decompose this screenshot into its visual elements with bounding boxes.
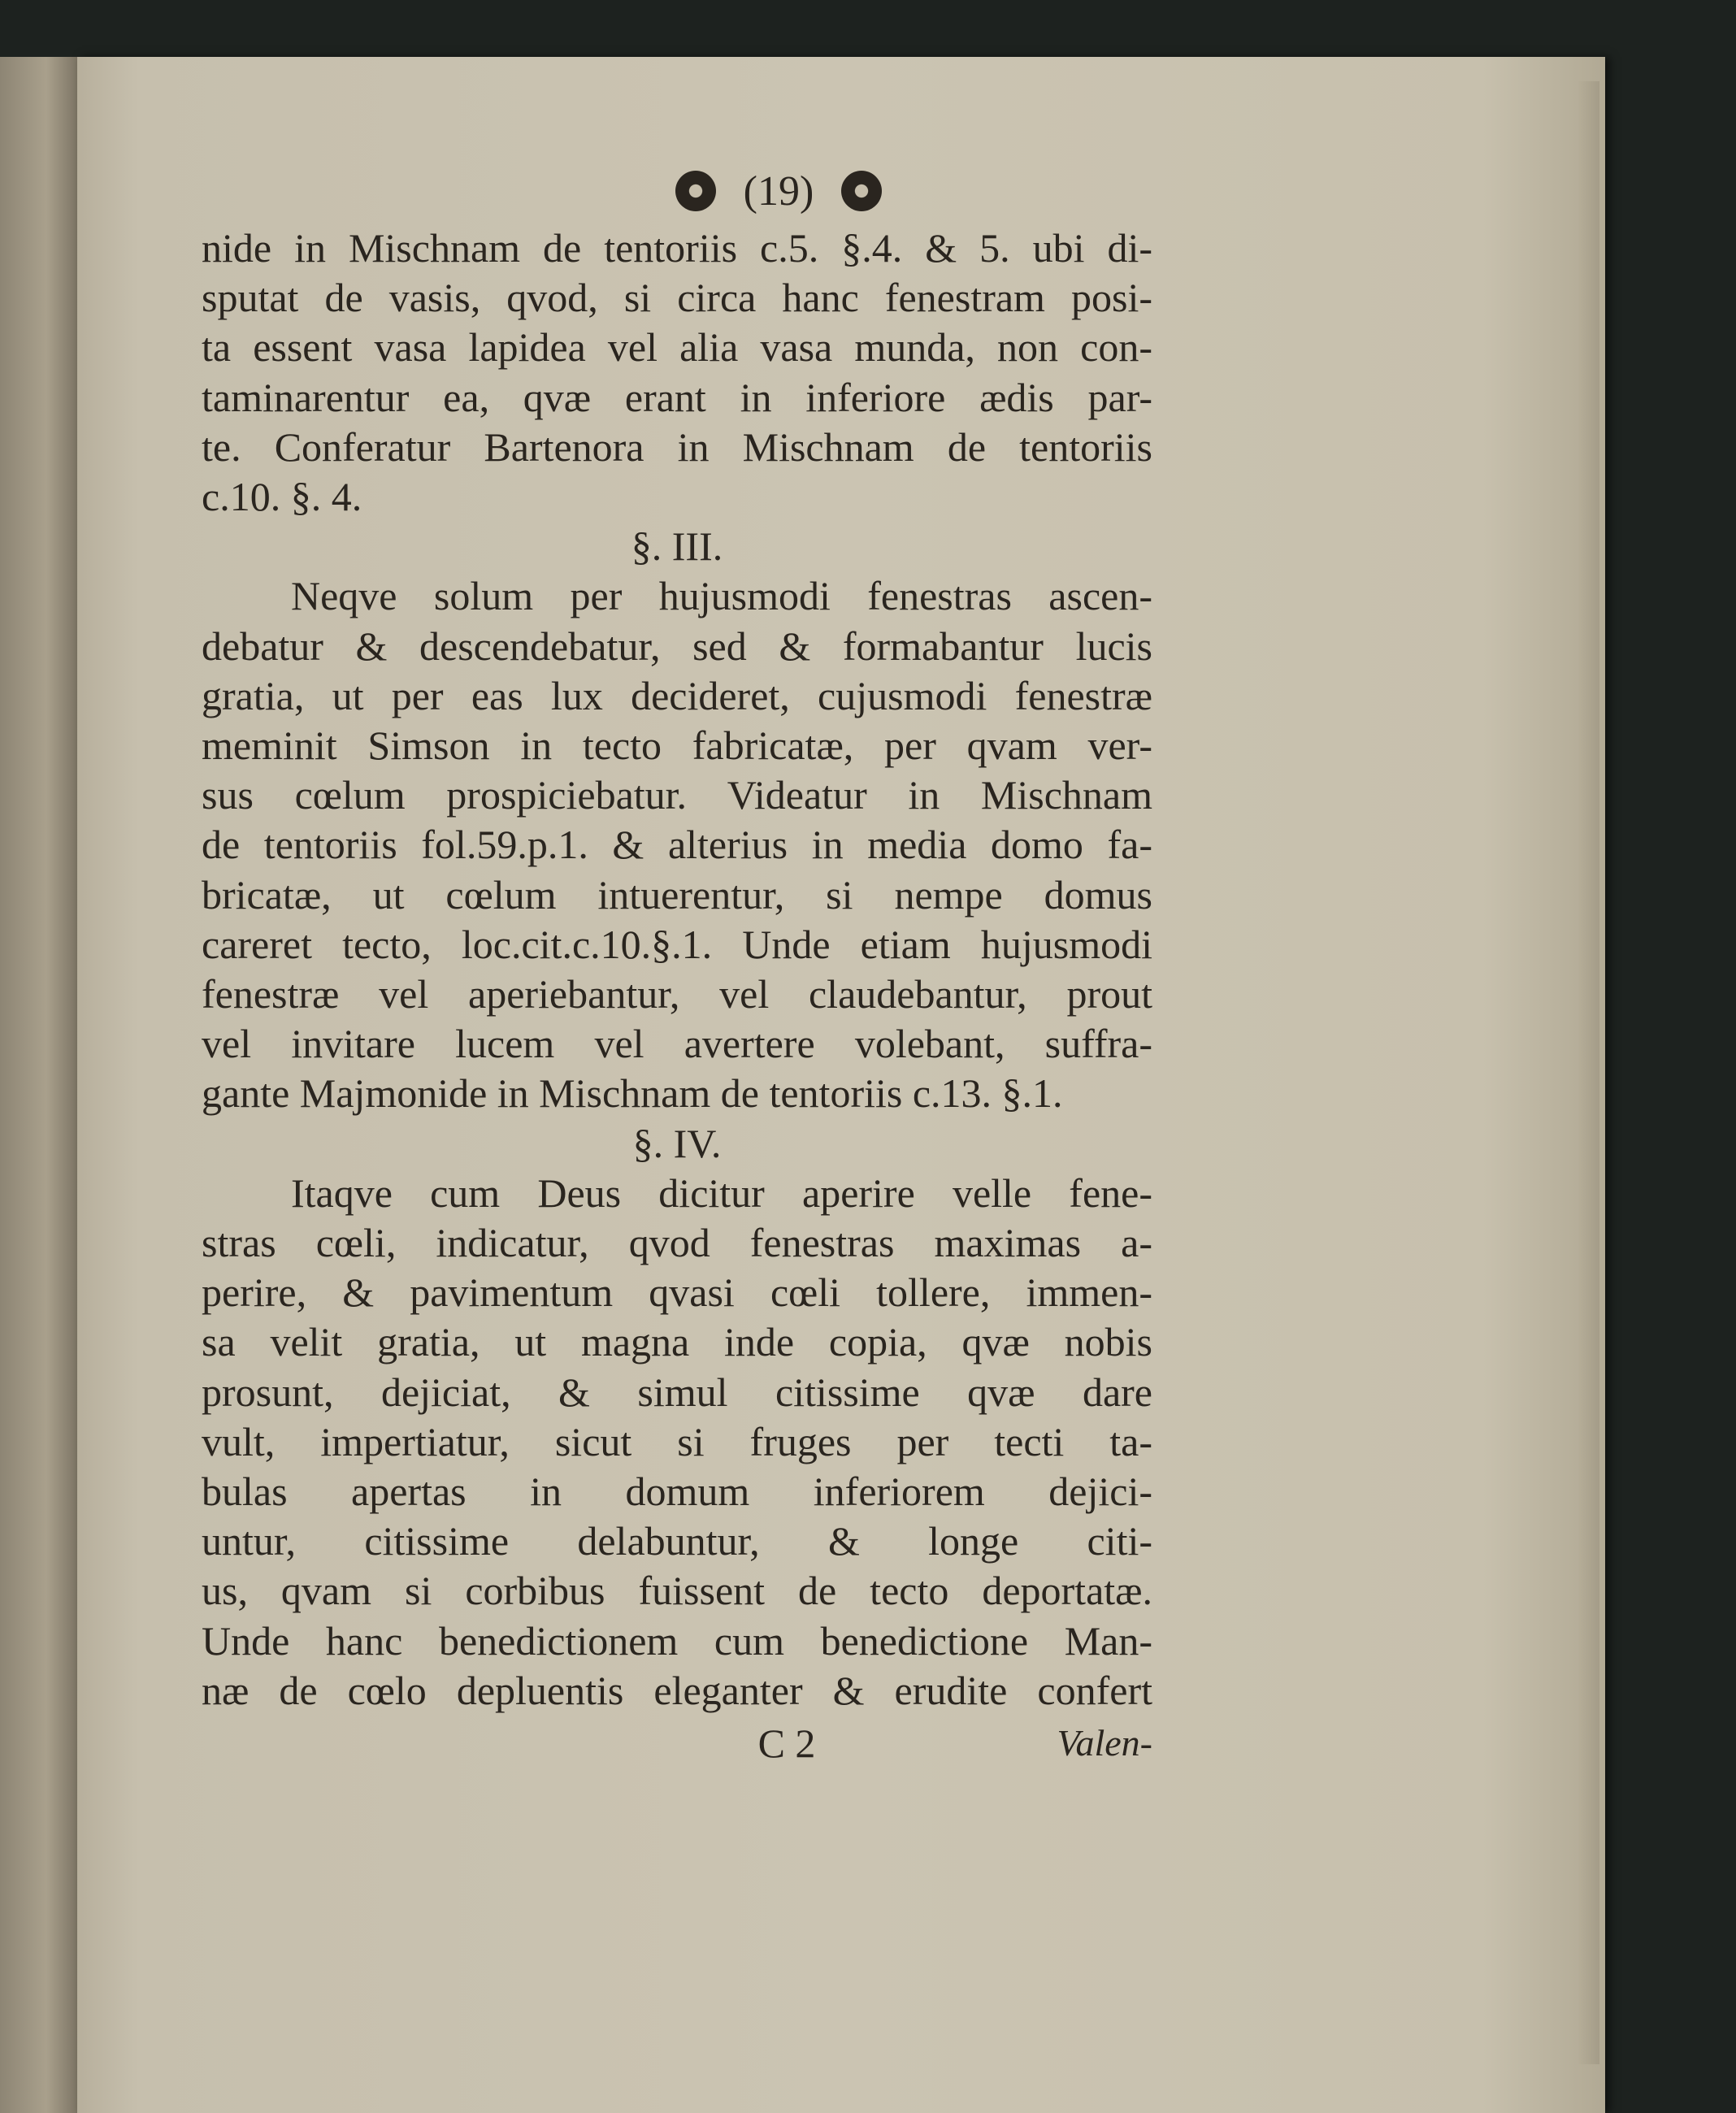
text-line: nide in Mischnam de tentoriis c.5. §.4. & 5. ubi di- bbox=[202, 225, 1152, 271]
text-line: stras cœli, indicatur, qvod fenestras maximas a- bbox=[202, 1220, 1152, 1265]
text-line: prosunt, dejiciat, & simul citissime qvæ dare bbox=[202, 1369, 1152, 1415]
text-line: taminarentur ea, qvæ erant in inferiore ædis par- bbox=[202, 374, 1152, 420]
text-line: sa velit gratia, ut magna inde copia, qvæ nobis bbox=[202, 1319, 1152, 1365]
page-header bbox=[592, 163, 966, 219]
text-line: fenestræ vel aperiebantur, vel claudebantur, prout bbox=[202, 971, 1152, 1017]
text-line: Itaqve cum Deus dicitur aperire velle fene- bbox=[291, 1169, 1152, 1216]
text-line: vult, impertiatur, sicut si fruges per tecti ta- bbox=[202, 1418, 1152, 1464]
page-number: (19) bbox=[743, 167, 814, 215]
text-line: bricatæ, ut cœlum intuerentur, si nempe domus bbox=[202, 871, 1152, 918]
text-line: sputat de vasis, qvod, si circa hanc fenestram posi- bbox=[202, 275, 1152, 321]
text-line: debatur & descendebatur, sed & formabantur lucis bbox=[202, 623, 1152, 669]
text-line: gante Majmonide in Mischnam de tentoriis c.13. §.1. bbox=[202, 1070, 1063, 1117]
text-line: vel invitare lucem vel avertere volebant, suffra- bbox=[202, 1021, 1152, 1067]
text-line: meminit Simson in tecto fabricatæ, per qvam ver- bbox=[202, 722, 1152, 768]
text-line: perire, & pavimentum qvasi cœli tollere, immen- bbox=[202, 1269, 1152, 1316]
text-line: Unde hanc benedictionem cum benedictione Man- bbox=[202, 1617, 1152, 1664]
text-line: careret tecto, loc.cit.c.10.§.1. Unde etiam hujusmodi bbox=[202, 921, 1152, 967]
text-line: us, qvam si corbibus fuissent de tecto deportatæ. bbox=[202, 1568, 1152, 1614]
page-text-block bbox=[202, 114, 1152, 1766]
text-line: te. Conferatur Bartenora in Mischnam de tentoriis bbox=[202, 423, 1152, 470]
text-line: c.10. §. 4. bbox=[202, 474, 362, 519]
ornament-left-icon bbox=[675, 171, 716, 211]
text-line: §. III. bbox=[631, 523, 723, 570]
text-line: gratia, ut per eas lux decideret, cujusmodi fenestræ bbox=[202, 672, 1152, 718]
text-line: bulas apertas in domum inferiorem dejici- bbox=[202, 1469, 1152, 1514]
facing-page-edge bbox=[0, 57, 77, 2113]
text-line: næ de cœlo depluentis eleganter & erudite confert bbox=[202, 1667, 1152, 1713]
ornament-right-icon bbox=[841, 171, 882, 211]
text-line: Neqve solum per hujusmodi fenestras ascen- bbox=[291, 573, 1152, 619]
signature-mark: C 2 bbox=[757, 1720, 816, 1766]
text-line: sus cœlum prospiciebatur. Videatur in Mischnam bbox=[202, 772, 1152, 818]
page-stack-edge bbox=[1578, 81, 1599, 2064]
catchword: Valen- bbox=[1057, 1722, 1152, 1764]
text-line: §. IV. bbox=[632, 1120, 722, 1166]
text-line: untur, citissime delabuntur, & longe citi- bbox=[202, 1518, 1152, 1564]
text-line: ta essent vasa lapidea vel alia vasa munda, non con- bbox=[202, 324, 1152, 371]
text-line: de tentoriis fol.59.p.1. & alterius in media domo fa- bbox=[202, 822, 1152, 868]
